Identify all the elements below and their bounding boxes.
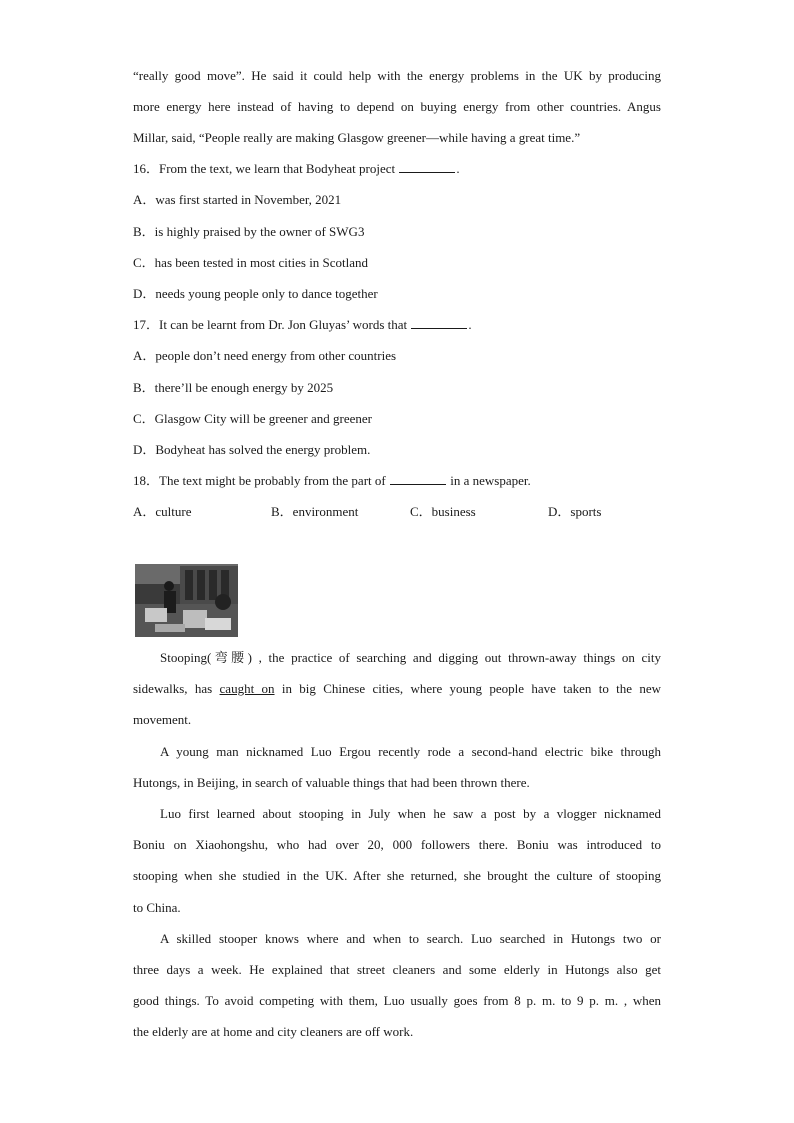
question-18-text: 18．The text might be probably from the part of: [133, 473, 386, 488]
question-16-punct: .: [456, 161, 460, 176]
passage-p3-line-2: Boniu on Xiaohongshu, who had over 20, 000 followers there. Boniu was introduced to: [133, 837, 661, 852]
q17-option-b: B．there’ll be enough energy by 2025: [133, 380, 334, 395]
q18-option-a: A．culture: [133, 504, 192, 519]
q17-option-a: A．people don’t need energy from other countries: [133, 348, 397, 363]
question-17-text: 17．It can be learnt from Dr. Jon Gluyas’ words that: [133, 317, 408, 332]
passage-p1-l2-before: sidewalks, has: [133, 681, 213, 696]
passage-p4-line-2: three days a week. He explained that street cleaners and some elderly in Hutongs also get: [133, 962, 661, 977]
passage-p3-line-3: stooping when she studied in the UK. After she returned, she brought the culture of stooping: [133, 868, 661, 883]
passage-p1-l2-after: in big Chinese cities, where young people have taken to the new: [281, 681, 662, 696]
question-17-stem: [133, 317, 661, 333]
intro-line-2: more energy here instead of having to depend on buying energy from other countries. Angus: [133, 99, 661, 114]
passage-p4-line-1: A skilled stooper knows where and when to search. Luo searched in Hutongs two or: [160, 931, 661, 946]
passage-p2-line-1: A young man nicknamed Luo Ergou recently rode a second-hand electric bike through: [160, 744, 661, 759]
q18-option-b: B．environment: [271, 504, 359, 519]
passage-p1-line-1: Stooping(弯腰) , the practice of searching and digging out thrown-away things on city: [160, 650, 661, 665]
question-16-text: 16．From the text, we learn that Bodyheat project: [133, 161, 396, 176]
q17-option-c: C．Glasgow City will be greener and greener: [133, 411, 372, 426]
answer-blank: [399, 161, 455, 173]
answer-blank: [390, 473, 446, 485]
passage-p1-line-3: movement.: [133, 712, 192, 727]
q16-option-d: D．needs young people only to dance together: [133, 286, 378, 301]
q16-option-b: B．is highly praised by the owner of SWG3: [133, 224, 365, 239]
passage-p1-line-2: [133, 681, 661, 697]
passage-p4-line-4: the elderly are at home and city cleaners are off work.: [133, 1024, 414, 1039]
intro-line-1: “really good move”. He said it could help with the energy problems in the UK by producing: [133, 68, 661, 83]
question-18-stem: [133, 473, 661, 489]
question-16-stem: [133, 161, 661, 177]
q18-option-c: C．business: [410, 504, 476, 519]
question-18-tail: in a newspaper.: [450, 473, 531, 488]
street-scene-image: [135, 564, 238, 637]
passage-p2-line-2: Hutongs, in Beijing, in search of valuable things that had been thrown there.: [133, 775, 530, 790]
question-17-punct: .: [468, 317, 472, 332]
intro-line-3: Millar, said, “People really are making Glasgow greener—while having a great time.”: [133, 130, 581, 145]
passage-p3-line-4: to China.: [133, 900, 181, 915]
answer-blank: [411, 317, 467, 329]
passage-p3-line-1: Luo first learned about stooping in July when he saw a post by a vlogger nicknamed: [160, 806, 661, 821]
q17-option-d: D．Bodyheat has solved the energy problem.: [133, 442, 371, 457]
q16-option-c: C．has been tested in most cities in Scotland: [133, 255, 369, 270]
underlined-phrase: caught on: [219, 681, 275, 696]
q16-option-a: A．was first started in November, 2021: [133, 192, 342, 207]
q18-option-d: D．sports: [548, 504, 602, 519]
passage-p4-line-3: good things. To avoid competing with them, Luo usually goes from 8 p. m. to 9 p. m. , when: [133, 993, 661, 1008]
passage-photo: [135, 564, 238, 637]
